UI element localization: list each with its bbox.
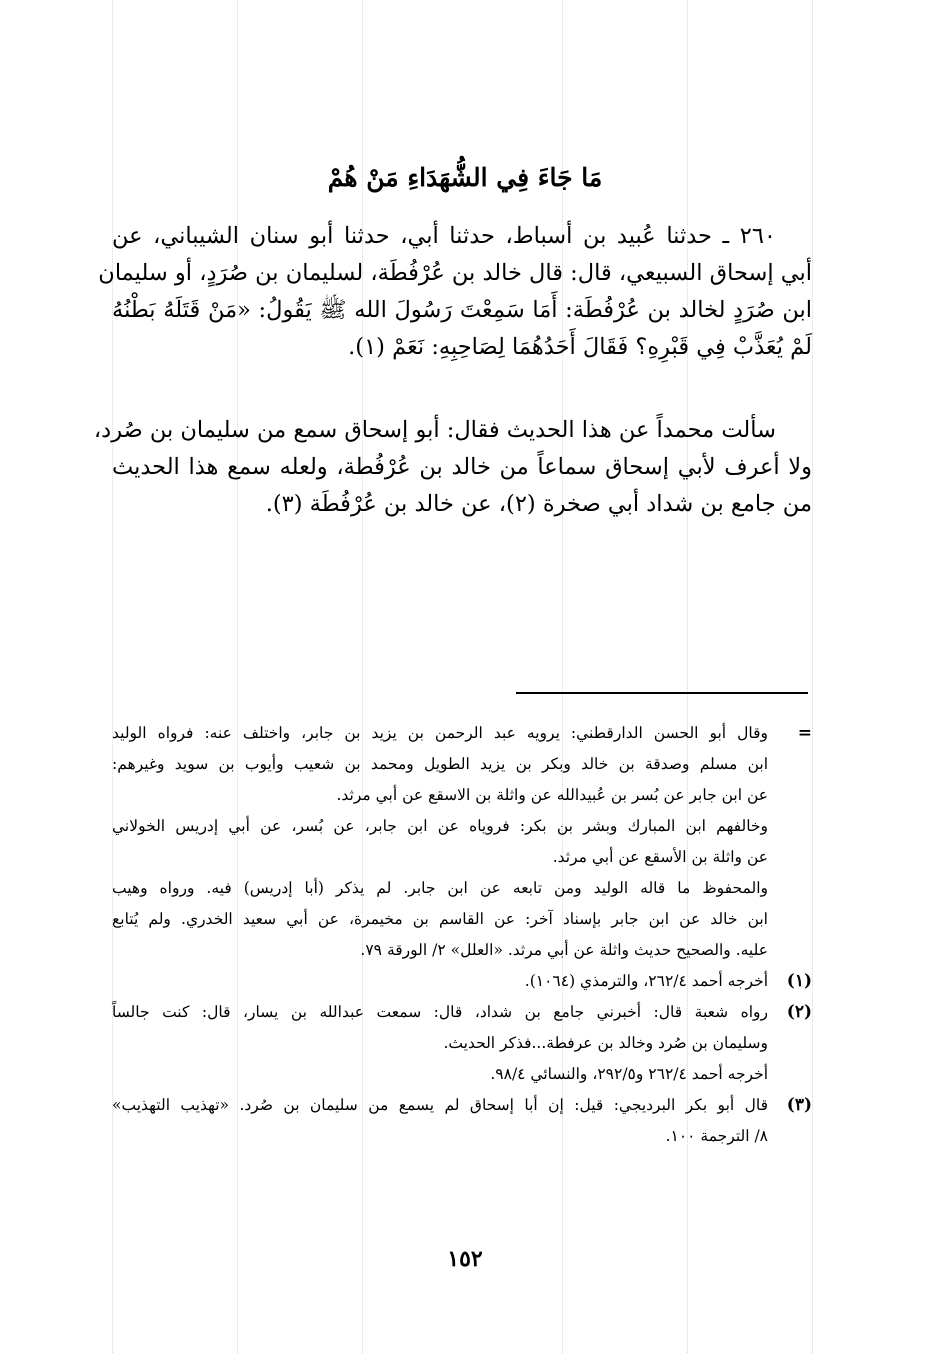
commentary-paragraph-lines [93,412,812,523]
footnote-line: أخرجه أحمد ٢٦٢/٤، والترمذي (١٠٦٤). [524,972,768,990]
footnote-marker: (١) [786,971,812,991]
footnote-line: عليه. والصحيح حديث واثلة عن أبي مرثد. «العلل» ٢/ الورقة ٧٩. [360,941,768,959]
hadith-line: ابن صُرَدٍ لخالد بن عُرْفُطَة: أَمَا سَمِعْتَ رَسُولَ الله ﷺ يَقُولُ: «مَنْ قَتَلَهُ بَطْنُهُ [112,297,812,323]
footnote-2 [112,997,812,1090]
footnote-line: ٨/ الترجمة ١٠٠. [665,1127,768,1145]
footnote-line: رواه شعبة قال: أخبرني جامع بن شداد، قال: سمعت عبدالله بن يسار، قال: كنت جالساً [112,1003,768,1021]
footnote-continued [112,718,812,966]
commentary-line: سألت محمداً عن هذا الحديث فقال: أبو إسحاق سمع من سليمان بن صُرد، [93,417,776,443]
commentary-line: ولا أعرف لأبي إسحاق سماعاً من خالد بن عُرْفُطة، ولعله سمع هذا الحديث [112,454,812,480]
hadith-line: ٢٦٠ ـ حدثنا عُبيد بن أسباط، حدثنا أبي، حدثنا أبو سنان الشيباني، عن [112,223,776,249]
footnote-marker: (٢) [786,1002,812,1022]
footnote-line: والمحفوظ ما قاله الوليد ومن تابعه عن ابن جابر. لم يذكر (أبا إدريس) فيه. ورواه وهيب [112,879,768,897]
footnote-line: ابن مسلم وصدقة بن خالد وبكر بن يزيد الطويل ومحمد بن شعيب وأيوب بن سويد وغيرهم: [112,755,768,773]
footnote-line: ابن خالد عن ابن جابر بإسناد آخر: عن القاسم بن مخيمرة، عن أبي سعيد الخدري. ولم يُتابع [112,910,768,928]
chapter-title: مَا جَاءَ فِي الشُّهَدَاءِ مَنْ هُمْ [327,163,603,192]
hadith-paragraph [98,218,812,366]
footnote-line: قال أبو بكر البرديجي: قيل: إن أبا إسحاق لم يسمع من سليمان بن صُرد. «تهذيب التهذيب» [112,1096,768,1114]
page-number: ١٥٢ [447,1246,483,1272]
scan-gridline [812,0,813,1353]
footnote-marker: (٣) [786,1095,812,1115]
footnote-1 [112,966,812,997]
hadith-line: لَمْ يُعَذَّبْ فِي قَبْرِهِ؟ فَقَالَ أَحَدُهُمَا لِصَاحِبِهِ: نَعَمْ (١). [348,334,812,360]
footnote-line: عن واثلة بن الأسقع عن أبي مرثد. [552,848,768,866]
footnote-separator [516,692,808,694]
footnote-line: وقال أبو الحسن الدارقطني: يرويه عبد الرحمن بن يزيد بن جابر، واختلف عنه: فرواه الوليد [112,724,768,742]
hadith-line: أبي إسحاق السبيعي، قال: قال خالد بن عُرْفُطَة، لسليمان بن صُرَدٍ، أو سليمان [98,260,812,286]
footnotes [112,718,812,1152]
footnote-marker: = [797,723,812,743]
footnote-line: عن ابن جابر عن بُسر بن عُبيدالله عن واثلة بن الاسقع عن أبي مرثد. [336,786,768,804]
footnote-3 [112,1090,812,1152]
footnote-line: أخرجه أحمد ٢٦٢/٤ و٢٩٢/٥، والنسائي ٩٨/٤. [490,1065,768,1083]
footnote-line: وسليمان بن صُرد وخالد بن عرفطة...فذكر الحديث. [443,1034,768,1052]
footnote-line: وخالفهم ابن المبارك وبشر بن بكر: فروياه عن ابن جابر، عن بُسر، عن أبي إدريس الخولاني [112,817,768,835]
commentary-line: من جامع بن شداد أبي صخرة (٢)، عن خالد بن عُرْفُطَة (٣). [265,491,812,517]
